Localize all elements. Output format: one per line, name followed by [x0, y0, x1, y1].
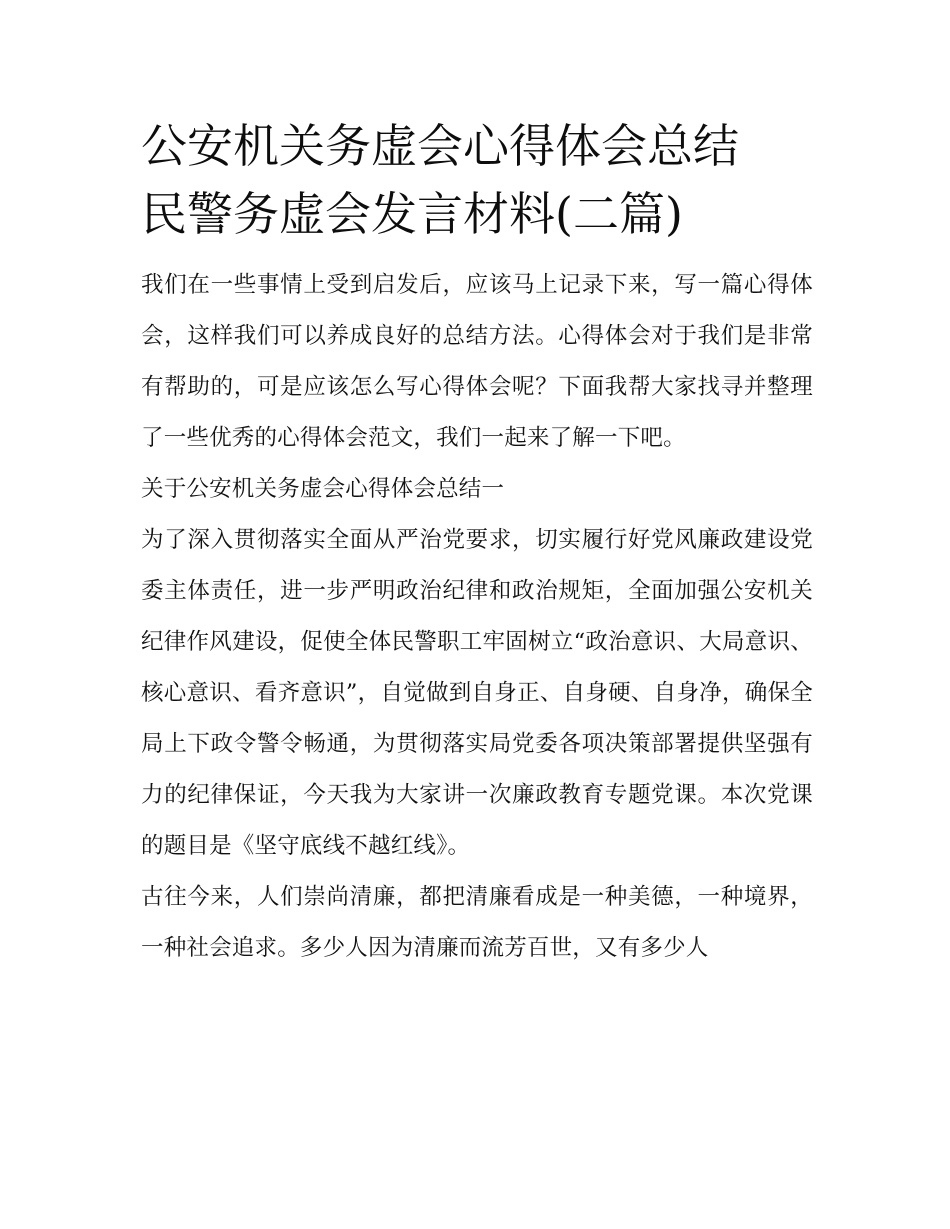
body-paragraph-2: 古往今来，人们崇尚清廉，都把清廉看成是一种美德，一种境界，一种社会追求。多少人因为清廉而流芳百世，又有多少人 [141, 884, 813, 961]
body-paragraph-1: 为了深入贯彻落实全面从严治党要求，切实履行好党风廉政建设党委主体责任，进一步严明政治纪律和政治规矩，全面加强公安机关纪律作风建设，促使全体民警职工牢固树立“政治意识、大局意识、核心意识、看齐意识”，自觉做到自身正、自身硬、自身净，确保全局上下政令警令畅通，为贯彻落实局党委各项决策部署提供坚强有力的纪律保证，今天我为大家讲一次廉政教育专题党课。本次党课的题目是《坚守底线不越红线》。 [141, 527, 813, 859]
title-line-2: 民警务虚会发言材料(二篇) [141, 187, 683, 241]
section-heading: 关于公安机关务虚会心得体会总结一 [141, 476, 505, 502]
title-line-1: 公安机关务虚会心得体会总结 [141, 119, 739, 173]
document-title [141, 112, 813, 248]
document-content [141, 112, 813, 974]
document-body [141, 260, 813, 974]
intro-paragraph: 我们在一些事情上受到启发后，应该马上记录下来，写一篇心得体会，这样我们可以养成良好的总结方法。心得体会对于我们是非常有帮助的，可是应该怎么写心得体会呢？下面我帮大家找寻并整理了一些优秀的心得体会范文，我们一起来了解一下吧。 [141, 272, 813, 451]
